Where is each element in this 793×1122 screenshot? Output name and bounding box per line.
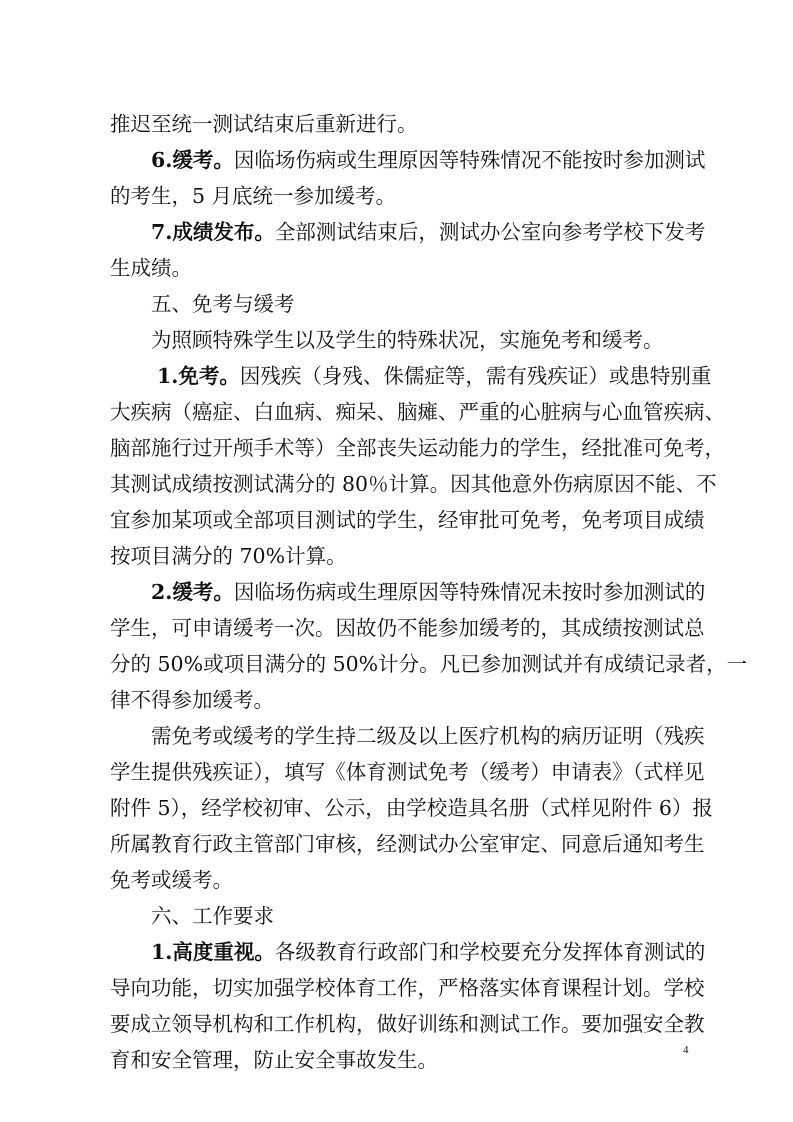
list-item-heading: [151, 146, 793, 174]
item-title: 2.缓考。: [151, 580, 234, 604]
line-text: 学生，可申请缓考一次。因故仍不能参加缓考的，其成绩按测试总: [110, 616, 705, 640]
section-heading: [151, 902, 793, 930]
list-item-heading: [157, 362, 793, 390]
line-text: 六、工作要求: [151, 904, 274, 928]
line-text: 推迟至统一测试结束后重新进行。: [110, 112, 418, 136]
text-line: [110, 830, 793, 858]
text-line: [110, 1010, 793, 1038]
text-line: [110, 254, 793, 282]
line-text: 生成绩。: [110, 256, 192, 280]
line-text: 各级教育行政部门和学校要充分发挥体育测试的: [274, 940, 706, 964]
line-text: 需免考或缓考的学生持二级及以上医疗机构的病历证明（残疾: [151, 724, 705, 748]
line-text: 为照顾特殊学生以及学生的特殊状况，实施免考和缓考。: [151, 328, 664, 352]
item-title: 1.免考。: [157, 364, 240, 388]
item-title: 1.高度重视。: [151, 940, 275, 964]
line-text: 所属教育行政主管部门审核，经测试办公室审定、同意后通知考生: [110, 832, 705, 856]
text-line: [110, 650, 793, 678]
section-heading: [151, 290, 793, 318]
line-text: 育和安全管理，防止安全事故发生。: [110, 1048, 438, 1072]
list-item-heading: [151, 578, 793, 606]
text-line: [110, 434, 793, 462]
text-line: [110, 614, 793, 642]
line-text: 律不得参加缓考。: [110, 688, 274, 712]
line-text: 按项目满分的 70%计算。: [110, 544, 347, 568]
list-item-heading: [151, 938, 793, 966]
line-text: 的考生，5 月底统一参加缓考。: [110, 184, 397, 208]
text-line: [110, 866, 793, 894]
line-text: 五、免考与缓考: [151, 292, 295, 316]
text-line: [110, 182, 793, 210]
line-text: 分的 50%或项目满分的 50%计分。凡已参加测试并有成绩记录者，一: [110, 652, 748, 676]
text-line: [110, 1046, 793, 1074]
line-text: 要成立领导机构和工作机构，做好训练和测试工作。要加强安全教: [110, 1012, 705, 1036]
line-text: 导向功能，切实加强学校体育工作，严格落实体育课程计划。学校: [110, 976, 705, 1000]
text-line: [110, 974, 793, 1002]
text-line: [110, 110, 793, 138]
line-text: 免考或缓考。: [110, 868, 233, 892]
item-title: 7.成绩发布。: [151, 220, 275, 244]
item-title: 6.缓考。: [151, 148, 234, 172]
line-text: 宜参加某项或全部项目测试的学生，经审批可免考，免考项目成绩: [110, 508, 705, 532]
text-line: [110, 398, 793, 426]
line-text: 附件 5），经学校初审、公示，由学校造具名册（式样见附件 6）报: [110, 796, 713, 820]
line-text: 学生提供残疾证），填写《体育测试免考（缓考）申请表》（式样见: [110, 760, 705, 784]
line-text: 其测试成绩按测试满分的 80％计算。因其他意外伤病原因不能、不: [110, 472, 717, 496]
list-item-heading: [151, 218, 793, 246]
line-text: 因临场伤病或生理原因等特殊情况未按时参加测试的: [233, 580, 706, 604]
text-line: [151, 326, 793, 354]
text-line: [110, 470, 793, 498]
line-text: 全部测试结束后，测试办公室向参考学校下发考: [274, 220, 706, 244]
text-line: [110, 758, 793, 786]
line-text: 大疾病（癌症、白血病、痴呆、脑瘫、严重的心脏病与心血管疾病、: [110, 400, 725, 424]
line-text: 因残疾（身残、侏儒症等，需有残疾证）或患特别重: [239, 364, 712, 388]
text-line: [110, 542, 793, 570]
text-line: [110, 506, 793, 534]
page-number: 4: [683, 1044, 689, 1056]
line-text: 因临场伤病或生理原因等特殊情况不能按时参加测试: [233, 148, 706, 172]
text-line: [151, 722, 793, 750]
line-text: 脑部施行过开颅手术等）全部丧失运动能力的学生，经批准可免考，: [110, 436, 725, 460]
text-line: [110, 794, 793, 822]
text-line: [110, 686, 793, 714]
